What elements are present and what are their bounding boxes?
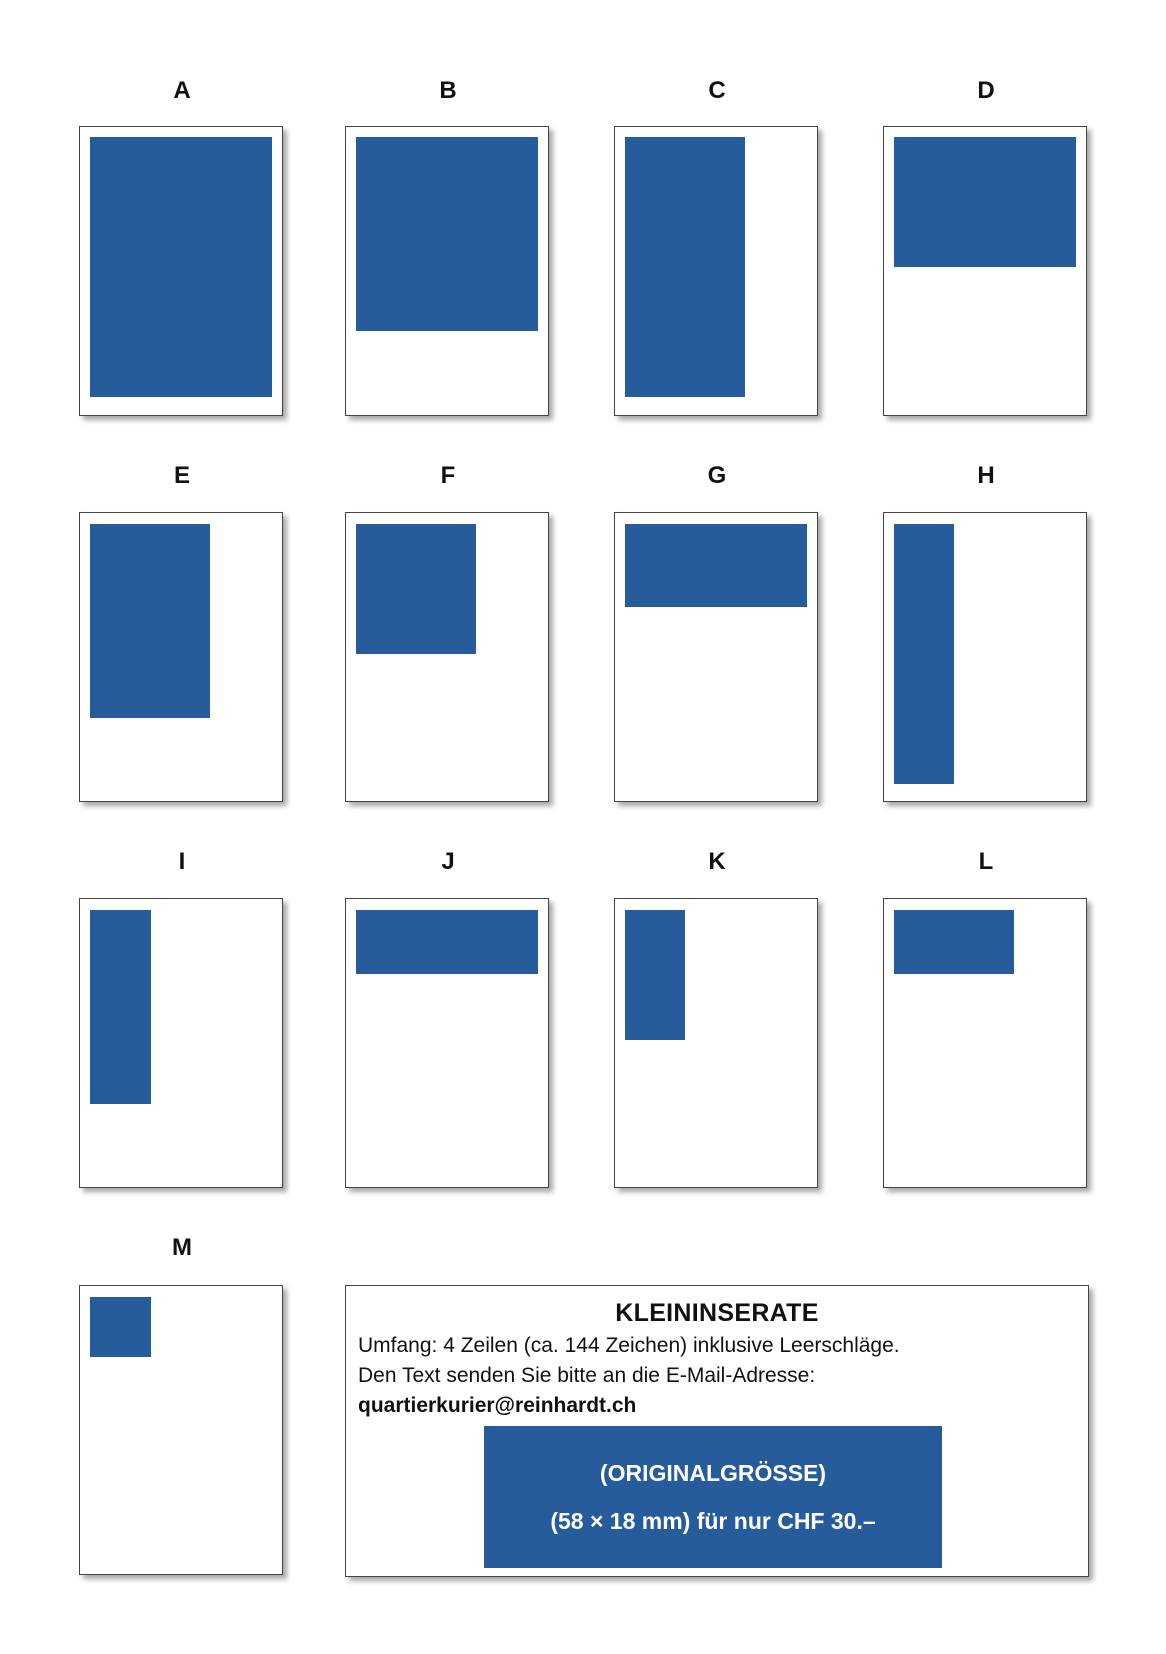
layout-page-a xyxy=(79,126,283,416)
kleininserate-instruction: Den Text senden Sie bitte an die E-Mail-Adresse: xyxy=(358,1364,816,1387)
ad-area-g xyxy=(625,524,807,607)
layout-page-h xyxy=(883,512,1087,802)
layout-label-l: L xyxy=(978,848,994,875)
ad-area-d xyxy=(894,137,1076,267)
layout-page-k xyxy=(614,898,818,1188)
layout-label-k: K xyxy=(708,848,726,875)
price-box xyxy=(484,1426,942,1568)
ad-area-i xyxy=(90,910,151,1104)
layout-label-a: A xyxy=(173,77,191,104)
ad-area-k xyxy=(625,910,685,1040)
ad-area-c xyxy=(625,137,745,397)
layout-page-m xyxy=(79,1285,283,1575)
layout-page-e xyxy=(79,512,283,802)
kleininserate-title: KLEININSERATE xyxy=(615,1299,819,1327)
layout-page-l xyxy=(883,898,1087,1188)
price-size-label: (ORIGINALGRÖSSE) xyxy=(599,1460,827,1486)
ad-area-h xyxy=(894,524,954,784)
layout-label-m: M xyxy=(172,1234,192,1261)
ad-area-j xyxy=(356,910,538,974)
layout-label-h: H xyxy=(977,462,995,489)
layout-page-f xyxy=(345,512,549,802)
ad-area-m xyxy=(90,1297,151,1357)
layout-page-b xyxy=(345,126,549,416)
layout-label-b: B xyxy=(439,77,457,104)
layout-page-g xyxy=(614,512,818,802)
ad-area-l xyxy=(894,910,1014,974)
layout-label-d: D xyxy=(977,77,995,104)
ad-area-a xyxy=(90,137,272,397)
kleininserate-scope: Umfang: 4 Zeilen (ca. 144 Zeichen) inklusive Leerschläge. xyxy=(358,1334,900,1357)
ad-area-b xyxy=(356,137,538,331)
layout-label-j: J xyxy=(441,848,455,875)
layout-label-c: C xyxy=(708,77,726,104)
layout-page-i xyxy=(79,898,283,1188)
kleininserate-email[interactable]: quartierkurier@reinhardt.ch xyxy=(358,1394,637,1417)
layout-label-e: E xyxy=(173,462,190,489)
price-text: (58 × 18 mm) für nur CHF 30.– xyxy=(550,1508,876,1534)
layout-label-f: F xyxy=(440,462,456,489)
ad-area-f xyxy=(356,524,476,654)
layout-label-i: I xyxy=(178,848,186,875)
layout-page-d xyxy=(883,126,1087,416)
layout-page-c xyxy=(614,126,818,416)
ad-area-e xyxy=(90,524,210,718)
kleininserate-box xyxy=(345,1285,1089,1577)
layout-page-j xyxy=(345,898,549,1188)
layout-label-g: G xyxy=(707,462,727,489)
